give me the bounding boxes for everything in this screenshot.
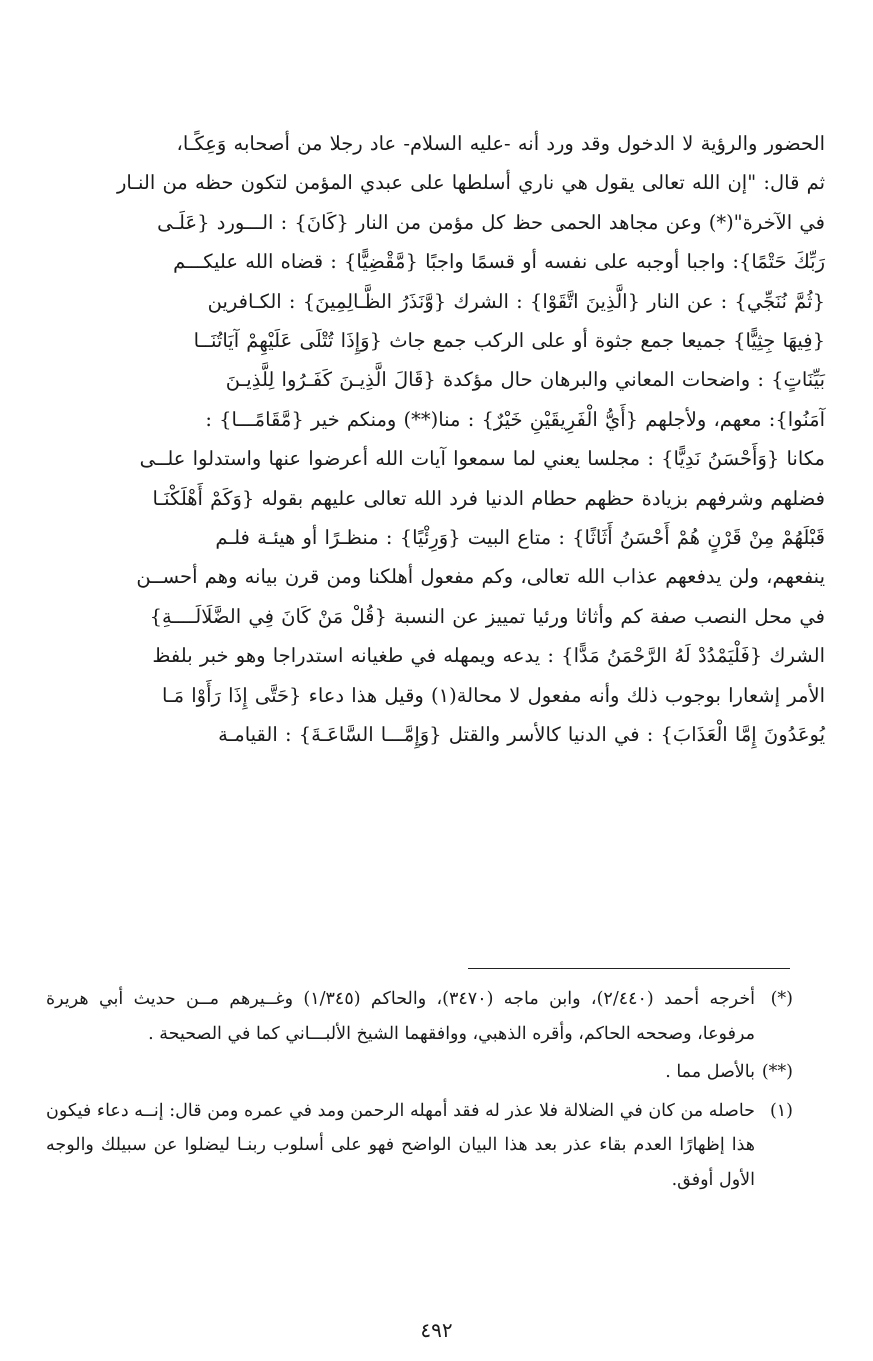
footnote-marker: (١) [769, 1100, 793, 1121]
text-line: رَبِّكَ حَتْمًا}: واجبا أوجبه على نفسه أو قسمًا واجبًا {مَّقْضِيًّا} : قضاه الله عليكـــم [173, 250, 825, 274]
text-line: الحضور والرؤية لا الدخول وقد ورد أنه -عليه السلام- عاد رجلا من أصحابه وَعِكًـا، [176, 132, 825, 155]
text-line: في محل النصب صفة كم وأثاثا ورئيا تمييز عن النسبة {قُلْ مَنْ كَانَ فِي الضَّلَالَــــةِ} [149, 604, 825, 628]
main-text [46, 124, 825, 755]
text-line: فضلهم وشرفهم بزيادة حظهم حطام الدنيا فرد الله تعالى عليهم بقوله {وَكَمْ أَهْلَكْنَـا [152, 486, 825, 510]
footnote-text: بالأصل مما . [665, 1062, 755, 1082]
text-line: مكانا {وَأَحْسَنُ نَدِيًّا} : مجلسا يعني لما سمعوا آيات الله أعرضوا عنها واستدلوا علــى [139, 447, 825, 471]
text-line: الأمر إشعارا بوجوب ذلك وأنه مفعول لا محالة(١) وقيل هذا دعاء {حَتَّى إِذَا رَأَوْا مَـا [161, 683, 825, 707]
text-line: الشرك {فَلْيَمْدُدْ لَهُ الرَّحْمَنُ مَدًّا} : يدعه ويمهله في طغيانه استدراجا وهو خبر بلفظ [152, 644, 825, 668]
page-number: ٤٩٢ [420, 1318, 453, 1342]
text-line: بَيِّنَاتٍ} : واضحات المعاني والبرهان حال مؤكدة {قَالَ الَّذِيـنَ كَفَـرُوا لِلَّذِيـنَ [225, 368, 825, 392]
text-line: ثم قال: "إن الله تعالى يقول هي ناري أسلطها على عبدي المؤمن لتكون حظه من النـار [116, 171, 825, 195]
footnote-text: حاصله من كان في الضلالة فلا عذر له فقد أمهله الرحمن ومد في عمره ومن قال: إنــه دعاء فيكون هذا إظهارًا العدم بقاء عذر بعد هذا البيان الواضح فهو على أسلوب ربنـا ليضلوا عن سبيلك والوجه الأول أوفق. [46, 1100, 755, 1190]
footnote-text: أخرجه أحمد (٢/٤٤٠)، وابن ماجه (٣٤٧٠)، والحاكم (١/٣٤٥) وغــيرهم مــن حديث أبي هريرة مرفوعا، وصححه الحاكم، وأقره الذهبي، ووافقهما الشيخ الألبـــاني كما في الصحيحة . [46, 989, 755, 1044]
footnote [46, 1055, 793, 1090]
text-line: {ثُمَّ نُنَجِّي} : عن النار {الَّذِينَ اتَّقَوْا} : الشرك {وَّنَذَرُ الظَّـالِمِينَ} : الكـافرين [207, 289, 825, 313]
footnote [46, 982, 793, 1051]
footnotes [46, 982, 793, 1201]
footnote-marker: (**) [761, 1062, 793, 1082]
text-line: {فِيهَا جِثِيًّا} جميعا جمع جثوة أو على الركب جمع جاث {وَإِذَا تُتْلَى عَلَيْهِمْ آيَاتُنَــا [193, 329, 825, 353]
footnote [46, 1094, 793, 1198]
footnote-divider [468, 968, 790, 969]
text-line: ينفعهم، ولن يدفعهم عذاب الله تعالى، وكم مفعول أهلكنا ومن قرن بيانه وهم أحســن [136, 565, 825, 589]
text-line: قَبْلَهُمْ مِنْ قَرْنٍ هُمْ أَحْسَنُ أَثَاثًا} : متاع البيت {وَرِئْيًا} : منظـرًا أو هيئـة فلـم [215, 526, 825, 550]
footnote-marker: (*) [770, 989, 793, 1009]
text-line: يُوعَدُونَ إِمَّا الْعَذَابَ} : في الدنيا كالأسر والقتل {وَإِمَّـــا السَّاعَـةَ} : القيامـة [218, 723, 825, 747]
text-line: آمَنُوا}: معهم، ولأجلهم {أَيُّ الْفَرِيقَيْنِ خَيْرٌ} : منا(**) ومنكم خير {مَّقَامًـــا} : [205, 407, 825, 431]
text-line: في الآخرة"(*) وعن مجاهد الحمى حظ كل مؤمن من النار {كَانَ} : الـــورد {عَلَـى [157, 210, 825, 234]
